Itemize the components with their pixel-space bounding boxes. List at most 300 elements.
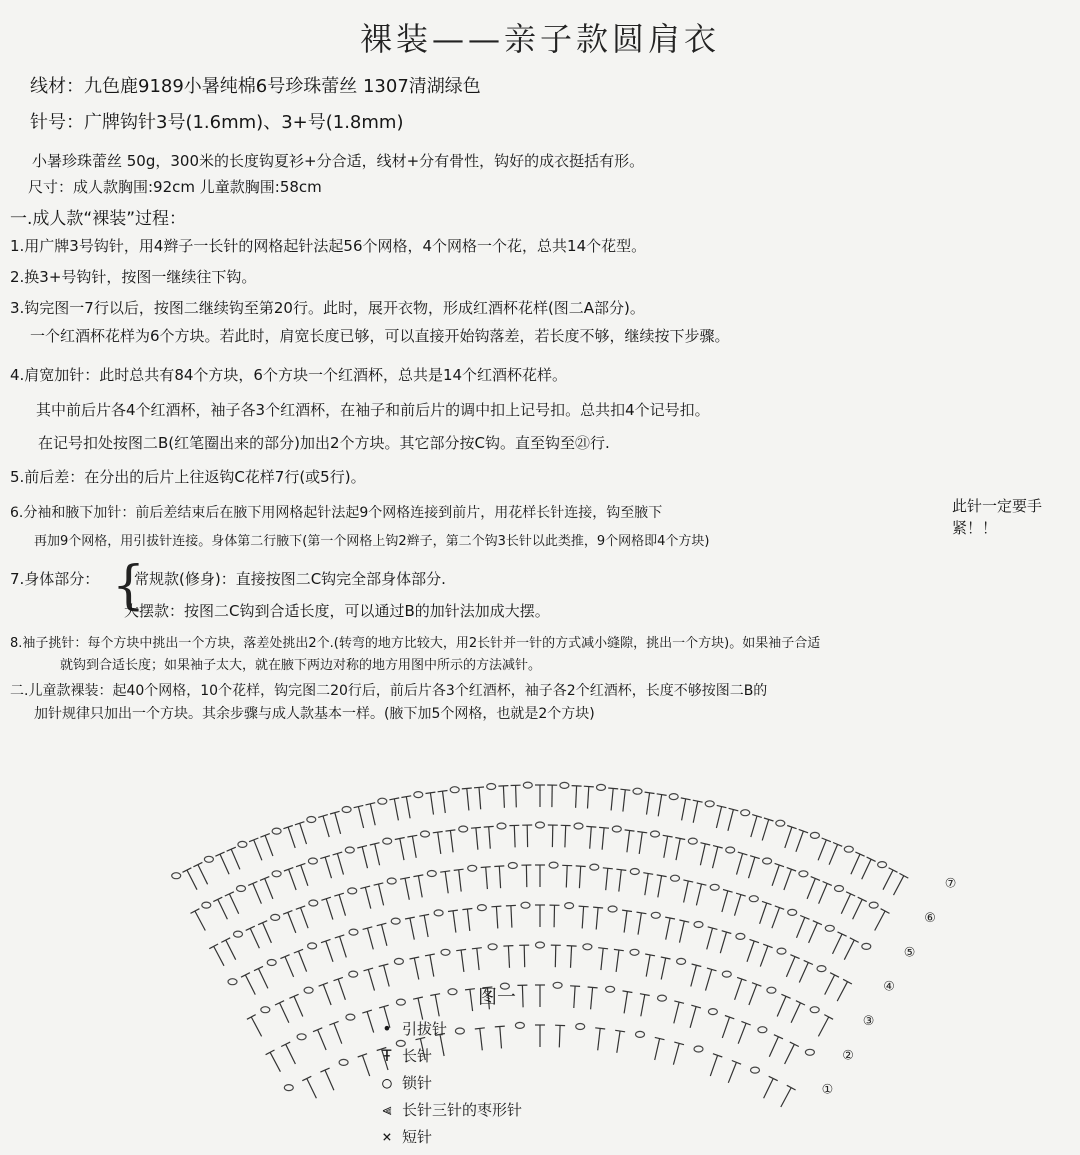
stitch-mark: [619, 870, 622, 892]
stitch-bar: [433, 832, 443, 833]
stitch-mark: [760, 903, 767, 924]
chain-mark: [536, 942, 545, 948]
stitch-bar: [599, 827, 609, 828]
yarn-note-line: 小暑珍珠蕾丝 50g，300米的长度钩夏衫+分合适，线材+分有骨性，钩好的成衣挺括有形。: [32, 152, 645, 170]
stitch-mark: [334, 1023, 342, 1043]
stitch-bar: [506, 905, 516, 906]
stitch-mark: [524, 945, 525, 967]
stitch-mark: [784, 869, 792, 890]
chain-mark: [726, 847, 735, 853]
stitch-mark: [764, 1079, 774, 1099]
stitch-mark: [696, 884, 701, 905]
size-line: 尺寸：成人款胸围:92cm 儿童款胸围:58cm: [28, 178, 322, 196]
row-label: ③: [862, 1014, 875, 1030]
chain-mark: [421, 831, 430, 837]
stitch-bar: [472, 948, 482, 949]
chain-mark: [749, 896, 758, 902]
chain-mark: [487, 784, 496, 790]
stitch-mark: [508, 946, 509, 968]
stitch-mark: [514, 825, 515, 847]
stitch-bar: [426, 792, 436, 793]
chain-mark: [339, 1059, 348, 1065]
stitch-bar: [456, 949, 466, 950]
legend-label: 短针: [402, 1128, 433, 1146]
chain-mark: [651, 912, 660, 918]
stitch-mark: [418, 998, 423, 1020]
chain-mark: [835, 886, 844, 892]
stitch-mark: [638, 913, 641, 935]
stitch-mark: [394, 799, 398, 821]
stitch-mark: [414, 958, 419, 980]
chain-mark: [448, 989, 457, 995]
stitch-mark: [218, 899, 228, 919]
chain-mark: [349, 929, 358, 935]
stitch-mark: [467, 789, 469, 811]
stitch-mark: [566, 866, 567, 888]
step-8: 8.袖子挑针：每个方块中挑出一个方块，落差处挑出2个.(转弯的地方比较大，用2长针并一针的方式减小缝隙，挑出一个方块)。如果袖子合适: [10, 636, 821, 651]
stitch-mark: [438, 832, 441, 854]
stitch-bar: [855, 852, 864, 856]
stitch-bar: [448, 910, 458, 911]
stitch-mark: [289, 869, 297, 890]
chain-mark: [234, 931, 243, 937]
stitch-mark: [641, 995, 645, 1017]
chain-mark: [172, 873, 181, 879]
stitch-bar: [221, 938, 230, 943]
stitch-mark: [735, 895, 741, 916]
stitch-bar: [465, 989, 475, 990]
stitch-mark: [582, 907, 583, 929]
chain-mark: [521, 902, 530, 908]
chain-mark: [497, 823, 506, 829]
stitch-mark: [883, 870, 893, 890]
stitch-mark: [785, 1044, 795, 1064]
stitch-mark: [601, 948, 603, 970]
chain-mark: [267, 960, 276, 966]
chain-mark: [346, 1014, 355, 1020]
stitch-bar: [584, 786, 594, 787]
step-4: 4.肩宽加针：此时总共有84个方块，6个方块一个红酒杯，总共是14个红酒杯花样。: [10, 366, 568, 384]
stitch-mark: [325, 857, 331, 878]
chain-mark: [869, 902, 878, 908]
stitch-bar: [579, 906, 589, 907]
stitch-mark: [624, 911, 627, 933]
stitch-mark: [325, 1070, 334, 1090]
stitch-bar: [889, 868, 898, 873]
stitch-mark: [253, 883, 262, 903]
row-label: ①: [821, 1082, 834, 1098]
stitch-mark: [299, 951, 307, 972]
chain-mark: [862, 943, 871, 949]
needle-line: 针号：广牌钩针3号(1.6mm)、3+号(1.8mm): [30, 112, 404, 133]
stitch-mark: [851, 854, 860, 874]
legend-label: 锁针: [402, 1074, 433, 1092]
stitch-mark: [710, 1055, 717, 1076]
stitch-mark: [841, 894, 850, 914]
stitch-mark: [713, 847, 718, 868]
single-crochet-icon: ×: [382, 1127, 392, 1146]
stitch-bar: [193, 862, 202, 866]
chain-mark: [597, 784, 606, 790]
chain-mark: [309, 900, 318, 906]
stitch-mark: [853, 899, 863, 919]
stitch-bar: [586, 826, 596, 827]
chain-mark: [202, 902, 211, 908]
stitch-mark: [833, 934, 843, 954]
stitch-mark: [410, 918, 414, 940]
chain-mark: [574, 823, 583, 829]
stitch-mark: [459, 870, 462, 892]
stitch-mark: [777, 996, 786, 1016]
chain-mark: [878, 862, 887, 868]
stitch-mark: [658, 876, 662, 898]
stitch-mark: [749, 857, 755, 878]
stitch-mark: [365, 887, 371, 908]
stitch-mark: [673, 1043, 679, 1064]
material-line: 线材：九色鹿9189小暑纯棉6号珍珠蕾丝 1307清湖绿色: [30, 76, 481, 97]
stitch-bar: [663, 835, 673, 837]
stitch-mark: [658, 795, 662, 817]
chain-mark: [536, 822, 545, 828]
stitch-mark: [254, 840, 262, 861]
chain-mark: [658, 995, 667, 1001]
stitch-mark: [722, 891, 728, 912]
chain-mark: [630, 949, 639, 955]
chain-mark: [799, 871, 808, 877]
stitch-bar: [495, 1026, 505, 1027]
stitch-mark: [412, 836, 416, 858]
stitch-bar: [657, 875, 667, 877]
stitch-mark: [676, 839, 680, 861]
chain-mark: [307, 817, 316, 823]
step-7-flare: 大摆款：按图二C钩到合适长度，可以通过B的加针法加成大摆。: [124, 602, 550, 620]
stitch-bar: [769, 1076, 778, 1080]
stitch-bar: [454, 869, 464, 870]
stitch-bar: [401, 796, 411, 798]
chain-mark: [272, 828, 281, 834]
stitch-mark: [737, 854, 743, 875]
stitch-bar: [622, 910, 632, 911]
stitch-mark: [470, 989, 473, 1011]
chain-mark: [612, 826, 621, 832]
stitch-bar: [275, 1001, 284, 1005]
stitch-mark: [769, 1037, 778, 1057]
step-8-cont: 就钩到合适长度；如果袖子太大，就在腋下两边对称的地方用图中所示的方法减针。: [60, 658, 542, 673]
stitch-mark: [499, 866, 500, 888]
stitch-mark: [476, 828, 478, 850]
chain-mark: [688, 838, 697, 844]
chain-mark: [553, 982, 562, 988]
cluster-stitch-icon: ⫷: [382, 1099, 392, 1119]
stitch-bar: [570, 986, 580, 987]
chain-mark: [391, 918, 400, 924]
stitch-mark: [326, 899, 333, 920]
stitch-mark: [214, 946, 224, 965]
chain-mark: [297, 1034, 306, 1040]
stitch-mark: [799, 963, 808, 983]
stitch-mark: [323, 816, 329, 837]
stitch-bar: [643, 873, 653, 875]
stitch-mark: [453, 911, 456, 933]
chain-mark: [576, 1024, 585, 1030]
chain-mark: [387, 878, 396, 884]
stitch-mark: [818, 1017, 828, 1036]
chain-mark: [477, 905, 486, 911]
stitch-mark: [368, 928, 374, 949]
chain-mark: [651, 831, 660, 837]
stitch-mark: [367, 1012, 374, 1033]
chain-stitch-icon: ○: [382, 1073, 392, 1092]
stitch-mark: [231, 849, 240, 869]
stitch-mark: [591, 987, 593, 1009]
stitch-bar: [209, 944, 218, 949]
chain-mark: [523, 782, 532, 788]
stitch-mark: [781, 1088, 791, 1107]
legend-label: 引拔针: [402, 1020, 448, 1038]
step-3: 3.钩完图一7行以后，按图二继续钩至第20行。此时，展开衣物，形成红酒杯花样(图二A部分)。: [10, 299, 645, 317]
stitch-mark: [716, 807, 721, 828]
legend-item: [378, 1045, 432, 1066]
chain-mark: [441, 949, 450, 955]
chain-mark: [606, 986, 615, 992]
row-label: ⑥: [924, 911, 936, 927]
stitch-mark: [565, 825, 566, 847]
stitch-mark: [195, 911, 205, 931]
stitch-mark: [187, 870, 197, 890]
stitch-bar: [637, 832, 647, 833]
stitch-bar: [438, 791, 448, 792]
stitch-mark: [807, 879, 815, 899]
stitch-mark: [749, 984, 757, 1005]
chain-mark: [669, 794, 678, 800]
stitch-bar: [620, 789, 630, 790]
chain-mark: [705, 801, 714, 807]
stitch-mark: [339, 895, 345, 916]
chart-caption: 图一: [478, 986, 517, 1008]
stitch-mark: [245, 975, 255, 995]
stitch-mark: [682, 799, 686, 821]
stitch-mark: [480, 1028, 483, 1050]
stitch-bar: [572, 786, 582, 787]
step-3-cont: 一个红酒杯花样为6个方块。若此时，肩宽长度已够，可以直接开始钩落差，若长度不够，继续按下步骤。: [30, 327, 730, 345]
slip-stitch-icon: •: [382, 1019, 392, 1038]
stitch-mark: [627, 831, 630, 853]
stitch-mark: [616, 950, 619, 972]
stitch-mark: [646, 955, 650, 977]
step-4-cont-b: 在记号扣处按图二B(红笔圈出来的部分)加出2个方块。其它部分按C钩。直至钩至㉑行.: [38, 434, 610, 452]
row-label: ②: [842, 1048, 854, 1064]
stitch-mark: [265, 835, 273, 856]
stitch-bar: [281, 1042, 290, 1046]
stitch-mark: [418, 876, 422, 898]
stitch-mark: [405, 878, 409, 900]
stitch-mark: [263, 923, 272, 943]
side-note: 此针一定要手紧！！: [952, 497, 1043, 537]
stitch-mark: [611, 789, 613, 811]
stitch-mark: [368, 970, 374, 991]
stitch-mark: [602, 828, 604, 850]
stitch-bar: [407, 835, 417, 837]
stitch-mark: [486, 867, 488, 889]
step-5: 5.前后差：在分出的后片上往返钩C花样7行(或5行)。: [10, 468, 366, 486]
stitch-bar: [446, 830, 456, 831]
stitch-mark: [684, 881, 689, 903]
stitch-mark: [862, 859, 871, 879]
chain-mark: [237, 886, 246, 892]
stitch-mark: [335, 813, 341, 834]
stitch-bar: [623, 991, 633, 993]
chain-mark: [763, 858, 772, 864]
stitch-bar: [850, 938, 859, 943]
stitch-mark: [837, 982, 847, 1001]
stitch-mark: [707, 928, 713, 949]
stitch-mark: [574, 986, 575, 1008]
stitch-mark: [220, 854, 229, 874]
stitch-bar: [899, 873, 908, 878]
stitch-bar: [241, 973, 250, 978]
stitch-bar: [494, 866, 504, 867]
stitch-mark: [690, 1007, 696, 1028]
step-4-cont-a: 其中前后片各4个红酒杯，袖子各3个红酒杯，在袖子和前后片的调中扣上记号扣。总共扣4个记号扣。: [36, 401, 710, 419]
double-crochet-icon: Ŧ: [382, 1046, 392, 1065]
stitch-bar: [838, 932, 847, 936]
stitch-mark: [318, 1030, 327, 1050]
stitch-bar: [843, 979, 852, 984]
stitch-bar: [774, 1035, 783, 1039]
chain-mark: [396, 999, 405, 1005]
chain-mark: [304, 987, 313, 993]
stitch-mark: [674, 1002, 679, 1023]
stitch-bar: [462, 788, 472, 789]
stitch-bar: [266, 1050, 275, 1055]
stitch-mark: [443, 791, 446, 813]
stitch-bar: [790, 1042, 799, 1046]
stitch-bar: [498, 786, 508, 787]
step-7: 7.身体部分：: [10, 570, 100, 588]
stitch-mark: [829, 844, 838, 864]
stitch-mark: [596, 908, 598, 930]
stitch-bar: [614, 949, 624, 950]
stitch-mark: [772, 865, 779, 886]
stitch-mark: [340, 936, 347, 957]
chain-mark: [630, 869, 639, 875]
stitch-mark: [226, 940, 236, 960]
stitch-mark: [722, 1017, 729, 1038]
stitch-bar: [484, 826, 494, 827]
stitch-mark: [337, 854, 343, 875]
chain-mark: [238, 841, 247, 847]
stitch-mark: [590, 827, 592, 849]
stitch-mark: [617, 1031, 620, 1053]
chain-mark: [348, 888, 357, 894]
legend-item: [378, 1018, 447, 1039]
stitch-mark: [288, 827, 295, 848]
stitch-bar: [503, 946, 513, 947]
stitch-mark: [655, 1039, 660, 1060]
stitch-mark: [358, 807, 363, 828]
chain-mark: [261, 1007, 270, 1013]
chain-mark: [777, 948, 786, 954]
stitch-mark: [598, 1028, 601, 1050]
stitch-mark: [624, 992, 627, 1014]
stitch-mark: [370, 804, 375, 826]
stitch-bar: [657, 794, 667, 796]
stitch-mark: [785, 827, 792, 848]
stitch-mark: [645, 874, 648, 896]
stitch-mark: [259, 969, 268, 989]
chain-mark: [741, 810, 750, 816]
step-child-heading: 二.儿童款裸装：起40个网格，10个花样，钩完图二20行后，前后片各3个红酒杯，袖子各2个红酒杯，长度不够按图二B的: [10, 683, 768, 699]
stitch-bar: [462, 909, 472, 910]
stitch-mark: [424, 915, 428, 937]
stitch-mark: [384, 965, 390, 986]
stitch-mark: [500, 1027, 502, 1049]
chain-mark: [459, 826, 468, 832]
stitch-mark: [270, 1052, 280, 1071]
stitch-mark: [786, 957, 795, 977]
stitch-mark: [693, 801, 698, 823]
chain-mark: [810, 832, 819, 838]
stitch-bar: [796, 1001, 805, 1005]
stitch-bar: [191, 909, 200, 914]
step-adult-heading: 一.成人款“裸装”过程：: [10, 209, 187, 229]
stitch-mark: [307, 1079, 317, 1099]
stitch-mark: [323, 984, 331, 1005]
stitch-bar: [846, 892, 855, 896]
step-1: 1.用广牌3号钩针，用4辫子一长针的网格起针法起56个网格，4个网格一个花，总共14个花型。: [10, 237, 647, 255]
stitch-mark: [326, 941, 333, 962]
chain-mark: [708, 1009, 717, 1015]
chain-mark: [228, 979, 237, 985]
chain-mark: [508, 863, 517, 869]
chain-mark: [455, 1028, 464, 1034]
stitch-mark: [461, 950, 464, 972]
stitch-bar: [491, 906, 501, 907]
stitch-mark: [400, 839, 404, 861]
stitch-mark: [445, 872, 448, 894]
stitch-mark: [496, 907, 497, 929]
chain-mark: [825, 925, 834, 931]
stitch-bar: [413, 875, 423, 877]
chain-mark: [590, 864, 599, 870]
stitch-mark: [503, 786, 504, 808]
stitch-mark: [286, 1044, 296, 1064]
stitch-bar: [302, 1076, 311, 1080]
chain-mark: [272, 871, 281, 877]
stitch-mark: [576, 786, 577, 808]
stitch-mark: [294, 996, 303, 1016]
chain-mark: [810, 1007, 819, 1013]
stitch-mark: [379, 884, 384, 905]
stitch-bar: [481, 867, 491, 868]
stitch-mark: [720, 932, 726, 953]
chain-mark: [844, 846, 853, 852]
stitch-mark: [406, 797, 410, 819]
stitch-mark: [666, 918, 670, 940]
stitch-bar: [474, 787, 484, 788]
stitch-mark: [477, 948, 479, 970]
stitch-mark: [198, 865, 208, 885]
stitch-mark: [623, 790, 625, 812]
stitch-bar: [471, 827, 481, 828]
chain-mark: [722, 971, 731, 977]
stitch-bar: [867, 857, 876, 861]
legend-label: 长针: [402, 1047, 433, 1065]
stitch-mark: [661, 958, 666, 980]
stitch-mark: [728, 1062, 736, 1082]
stitch-mark: [362, 1055, 369, 1076]
stitch-mark: [809, 923, 818, 943]
